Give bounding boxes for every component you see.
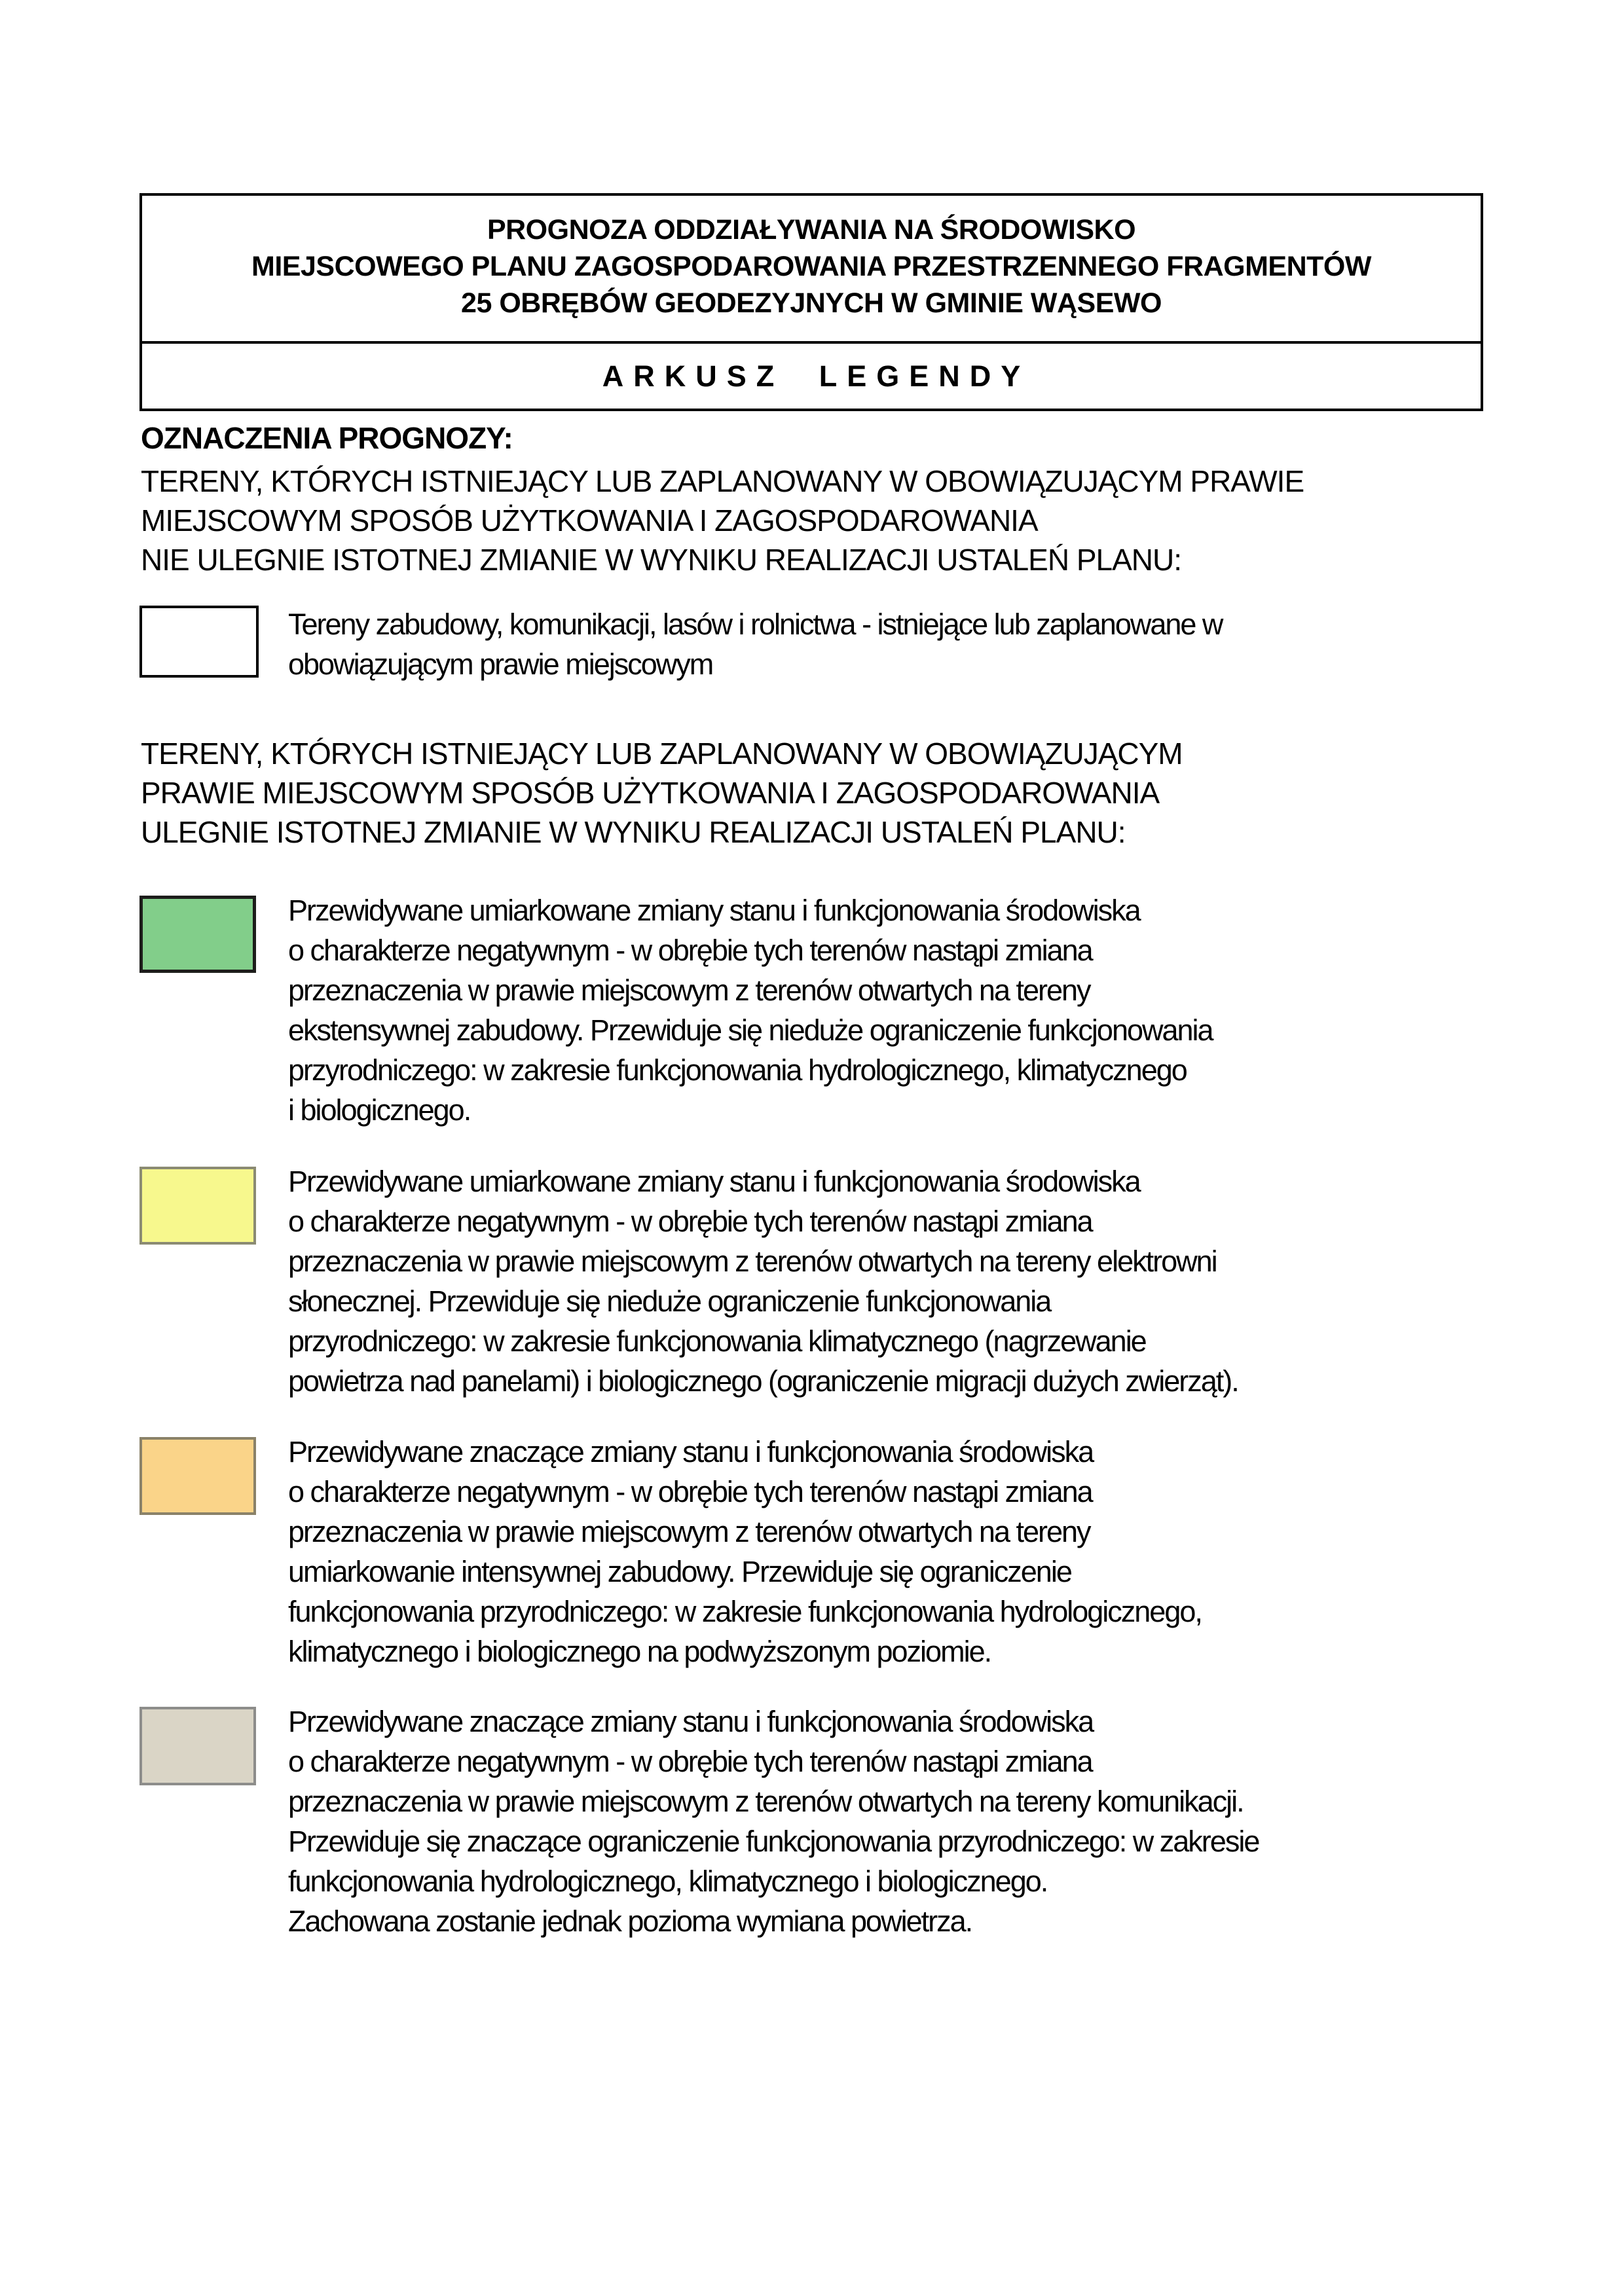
document-title-line: 25 OBRĘBÓW GEODEZYJNYCH W GMINIE WĄSEWO bbox=[461, 287, 1162, 319]
legend-swatch-yellow bbox=[139, 1167, 256, 1245]
legend-text-line: Tereny zabudowy, komunikacji, lasów i rolnictwa - istniejące lub zaplanowane w bbox=[288, 608, 1223, 641]
legend-text-line: o charakterze negatywnym - w obrębie tych terenów nastąpi zmiana bbox=[288, 1745, 1092, 1778]
legend-text-line: Przewidywane umiarkowane zmiany stanu i funkcjonowania środowiska bbox=[288, 1165, 1140, 1198]
legend-text-line: funkcjonowania przyrodniczego: w zakresie funkcjonowania hydrologicznego, bbox=[288, 1595, 1202, 1628]
legend-item-description bbox=[288, 1161, 1238, 1401]
legend-swatch-white bbox=[139, 606, 259, 678]
sheet-subtitle: ARKUSZ LEGENDY bbox=[602, 359, 1031, 393]
legend-item-description bbox=[288, 1432, 1202, 1671]
legend-text-line: Przewidywane znaczące zmiany stanu i funkcjonowania środowiska bbox=[288, 1435, 1094, 1468]
legend-text-line: ekstensywnej zabudowy. Przewiduje się nieduże ograniczenie funkcjonowania bbox=[288, 1013, 1213, 1047]
legend-text-line: funkcjonowania hydrologicznego, klimatycznego i biologicznego. bbox=[288, 1865, 1048, 1898]
legend-text-line: przeznaczenia w prawie miejscowym z terenów otwartych na tereny bbox=[288, 1515, 1090, 1548]
document-title-line: MIEJSCOWEGO PLANU ZAGOSPODAROWANIA PRZESTRZENNEGO FRAGMENTÓW bbox=[251, 251, 1371, 282]
paragraph-line: NIE ULEGNIE ISTOTNEJ ZMIANIE W WYNIKU REALIZACJI USTALEŃ PLANU: bbox=[141, 543, 1182, 577]
header-box bbox=[139, 193, 1483, 411]
section-heading: OZNACZENIA PROGNOZY: bbox=[141, 421, 513, 455]
intro-paragraph-unchanged bbox=[141, 462, 1304, 579]
legend-text-line: przyrodniczego: w zakresie funkcjonowania klimatycznego (nagrzewanie bbox=[288, 1324, 1146, 1358]
legend-item-description bbox=[288, 604, 1222, 684]
legend-text-line: o charakterze negatywnym - w obrębie tych terenów nastąpi zmiana bbox=[288, 934, 1092, 967]
legend-text-line: klimatycznego i biologicznego na podwyższonym poziomie. bbox=[288, 1635, 991, 1668]
paragraph-line: PRAWIE MIEJSCOWYM SPOSÓB UŻYTKOWANIA I ZAGOSPODAROWANIA bbox=[141, 776, 1160, 810]
legend-text-line: o charakterze negatywnym - w obrębie tych terenów nastąpi zmiana bbox=[288, 1205, 1092, 1238]
document-title bbox=[142, 196, 1481, 344]
legend-swatch-green bbox=[139, 896, 256, 973]
intro-paragraph-changed bbox=[141, 734, 1183, 852]
legend-text-line: umiarkowanie intensywnej zabudowy. Przewiduje się ograniczenie bbox=[288, 1555, 1071, 1588]
legend-text-line: obowiązującym prawie miejscowym bbox=[288, 647, 713, 681]
legend-item-description bbox=[288, 890, 1213, 1130]
paragraph-line: TERENY, KTÓRYCH ISTNIEJĄCY LUB ZAPLANOWANY W OBOWIĄZUJĄCYM PRAWIE bbox=[141, 464, 1304, 498]
document-title-line: PROGNOZA ODDZIAŁYWANIA NA ŚRODOWISKO bbox=[487, 214, 1136, 246]
legend-text-line: Przewidywane znaczące zmiany stanu i funkcjonowania środowiska bbox=[288, 1705, 1094, 1738]
legend-swatch-orange bbox=[139, 1437, 256, 1515]
legend-text-line: Zachowana zostanie jednak pozioma wymiana powietrza. bbox=[288, 1904, 972, 1938]
paragraph-line: MIEJSCOWYM SPOSÓB UŻYTKOWANIA I ZAGOSPODAROWANIA bbox=[141, 503, 1038, 538]
legend-text-line: o charakterze negatywnym - w obrębie tych terenów nastąpi zmiana bbox=[288, 1475, 1092, 1508]
legend-text-line: przeznaczenia w prawie miejscowym z terenów otwartych na tereny komunikacji. bbox=[288, 1785, 1244, 1818]
legend-text-line: przyrodniczego: w zakresie funkcjonowania hydrologicznego, klimatycznego bbox=[288, 1053, 1187, 1087]
paragraph-line: TERENY, KTÓRYCH ISTNIEJĄCY LUB ZAPLANOWANY W OBOWIĄZUJĄCYM bbox=[141, 737, 1183, 771]
legend-text-line: Przewidywane umiarkowane zmiany stanu i funkcjonowania środowiska bbox=[288, 894, 1140, 927]
legend-text-line: słonecznej. Przewiduje się nieduże ograniczenie funkcjonowania bbox=[288, 1285, 1051, 1318]
legend-text-line: i biologicznego. bbox=[288, 1093, 471, 1127]
paragraph-line: ULEGNIE ISTOTNEJ ZMIANIE W WYNIKU REALIZACJI USTALEŃ PLANU: bbox=[141, 815, 1126, 849]
legend-item-description bbox=[288, 1702, 1259, 1941]
legend-text-line: przeznaczenia w prawie miejscowym z terenów otwartych na tereny elektrowni bbox=[288, 1245, 1217, 1278]
legend-text-line: przeznaczenia w prawie miejscowym z terenów otwartych na tereny bbox=[288, 974, 1090, 1007]
legend-text-line: powietrza nad panelami) i biologicznego (ograniczenie migracji dużych zwierząt). bbox=[288, 1364, 1238, 1398]
legend-text-line: Przewiduje się znaczące ograniczenie funkcjonowania przyrodniczego: w zakresie bbox=[288, 1825, 1259, 1858]
legend-swatch-beige bbox=[139, 1707, 256, 1785]
